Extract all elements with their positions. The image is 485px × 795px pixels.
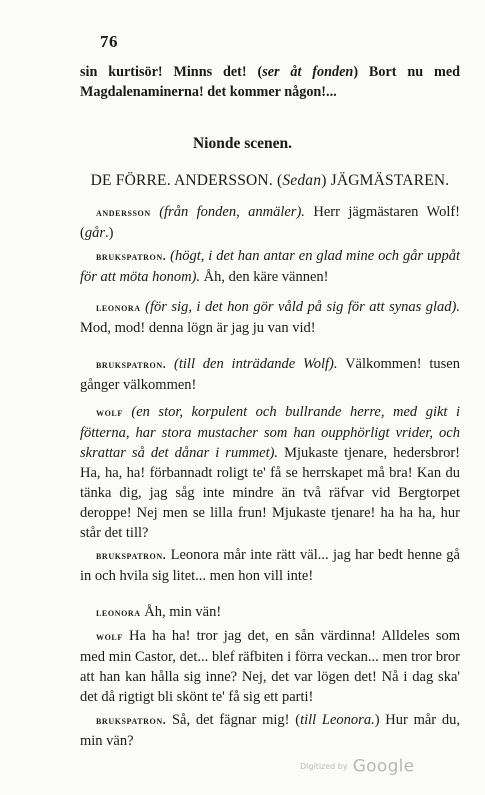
speaker-name: brukspatron.: [96, 550, 167, 562]
speech-text: Välkommen! tusen gånger välkommen!: [80, 356, 460, 393]
stage-direction: går: [84, 225, 105, 241]
dialogue-line: [80, 354, 460, 395]
speaker-name: leonora: [96, 302, 141, 314]
cast-names: DE FÖRRE. ANDERSSON. (: [90, 172, 283, 189]
stage-direction: (till den inträdande Wolf).: [174, 356, 338, 372]
speaker-name: wolf: [96, 407, 123, 419]
speaker-name: leonora: [96, 607, 141, 619]
speech-text: ) Hur mår du, min vän?: [80, 712, 460, 749]
stage-direction: (för sig, i det hon gör våld på sig för att synas glad).: [145, 299, 461, 315]
google-logo: Google: [352, 756, 415, 777]
speech-text: Åh, min vän!: [140, 604, 222, 620]
dialogue-line: [80, 626, 460, 707]
dialogue-line: [80, 297, 460, 338]
stage-direction: till Leonora.: [300, 712, 375, 728]
speech-text: Mjukaste tjenare, hedersbror! Ha, ha, ha! förbannadt roligt te' få se herrskapet må bra! Kan du tänka dig, jag såg inte mindre än två räfvar vid Bergtorpet deroppe! Nej men se lilla frun! Mjukaste tjenare! ha ha ha, hur står det till?: [80, 445, 460, 541]
speech-text: Så, det fägnar mig! (: [166, 712, 301, 728]
speech-text: .): [105, 225, 114, 241]
page-number: 76: [100, 32, 118, 51]
text-run: sin kurtisör! Minns det! (: [80, 64, 263, 80]
watermark-prefix: Digitized by: [300, 762, 348, 771]
scene-title: Nionde scenen.: [192, 135, 293, 152]
dialogue-line: [80, 202, 460, 243]
dialogue-line: [80, 602, 460, 623]
speech-text: Herr jägmästaren Wolf! (: [80, 204, 461, 241]
stage-direction: (en stor, korpulent och bullrande herre, med gikt i fötterna, har stora mustacher som han oupphörligt vrider, och skrattar så det dånar i rummet).: [80, 404, 460, 461]
speaker-name: brukspatron.: [96, 715, 167, 727]
stage-direction: ser åt fonden: [262, 64, 354, 80]
speaker-name: brukspatron.: [96, 359, 167, 371]
speaker-name: wolf: [96, 631, 123, 643]
cast-names: ) JÄGMÄSTAREN.: [321, 172, 450, 189]
stage-direction: (högt, i det han antar en glad mine och går uppåt för att möta honom).: [80, 248, 461, 285]
speaker-name: brukspatron.: [96, 251, 167, 263]
text-run: ) Bort nu med Magdalenaminerna! det kommer någon!...: [80, 64, 461, 100]
continued-text: [80, 62, 460, 102]
cast-line: [80, 172, 460, 190]
dialogue-line: [80, 246, 460, 287]
dialogue-line: [80, 402, 460, 543]
stage-direction: (från fonden, anmäler).: [159, 204, 305, 220]
cast-stage: Sedan: [282, 172, 322, 189]
dialogue-line: [80, 545, 460, 586]
speech-text: Ha ha ha! tror jag det, en sån värdinna! Alldeles som med min Castor, det... blef räfbiten i förra veckan... men tror bror att han kan hålla sig inne? Nej, det var lögen det! Nå i dag ska' det då rigtigt bli skönt te' få sig ett parti!: [80, 628, 460, 705]
speech-text: Åh, den käre vännen!: [200, 269, 329, 285]
speech-text: Leonora mår inte rätt väl... jag har bedt henne gå in och hvila sig litet... men hon vill inte!: [80, 547, 460, 584]
digitized-watermark: [300, 756, 414, 777]
speaker-name: andersson: [96, 207, 151, 219]
speech-text: Mod, mod! denna lögn är jag ju van vid!: [80, 320, 316, 336]
dialogue-line: [80, 710, 460, 751]
